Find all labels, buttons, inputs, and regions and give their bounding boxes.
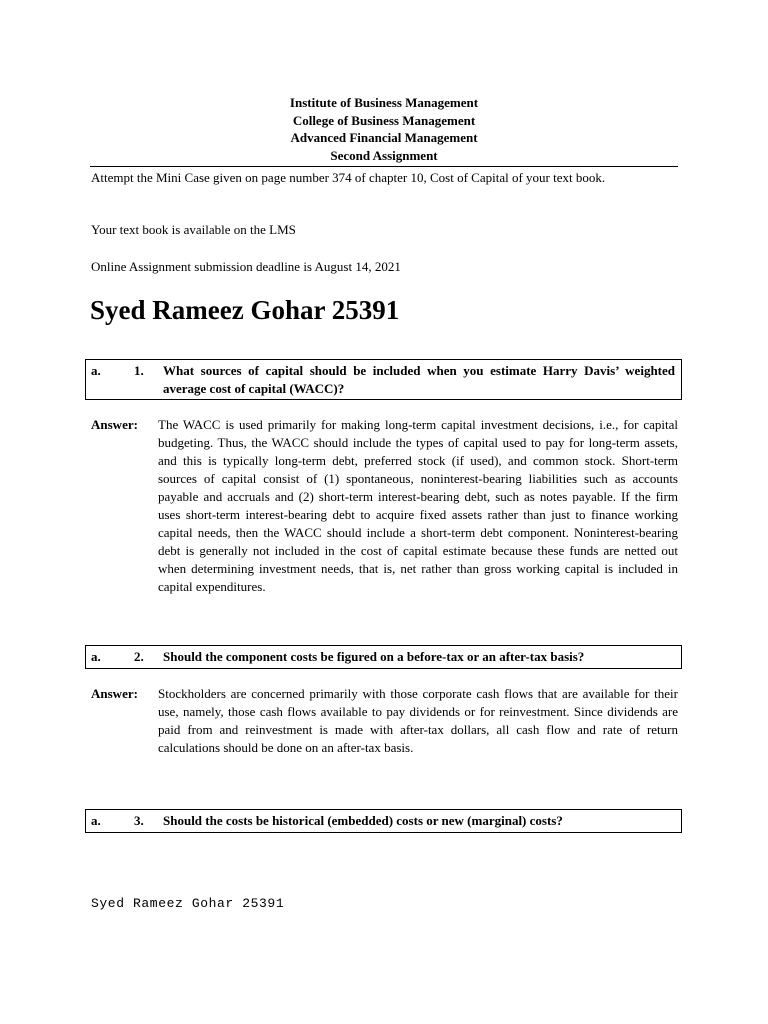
question-text: Should the costs be historical (embedded) costs or new (marginal) costs? (163, 813, 563, 828)
instruction-text: Attempt the Mini Case given on page number 374 of chapter 10, Cost of Capital of your text book. (91, 170, 606, 185)
question-box-1 (85, 359, 682, 400)
question-number: 1. (134, 363, 144, 378)
question-text: Should the component costs be figured on a before-tax or an after-tax basis? (163, 649, 585, 664)
assignment-title: Second Assignment (330, 147, 438, 163)
question-letter: a. (91, 363, 101, 378)
college-name: College of Business Management (292, 112, 476, 128)
question-text: What sources of capital should be included when you estimate Harry Davis’ weighted average cost of capital (WACC)? (163, 363, 675, 396)
answer-text-2: Stockholders are concerned primarily with those corporate cash flows that are available for their use, namely, those cash flows available to pay dividends or for reinvestment. Since dividends are paid from and reinvestment is made with after-tax dollars, all cash flow and rate of return calculations should be done on an after-tax basis. (158, 686, 678, 755)
question-box-2 (85, 645, 682, 669)
answer-label-1: Answer: (91, 417, 138, 432)
answer-text-1: The WACC is used primarily for making long-term capital investment decisions, i.e., for capital budgeting. Thus, the WACC should include the types of capital used to pay for long-term assets, and this is typically long-term debt, preferred stock (if used), and common stock. Short-term sources of capital consist of (1) spontaneous, noninterest-bearing liabilities such as accounts payable and accruals and (2) short-term interest-bearing debt, such as notes payable. If the firm uses short-term interest-bearing debt to acquire fixed assets rather than just to finance working capital needs, then the WACC should include a short-term debt component. Noninterest-bearing debt is generally not included in the cost of capital estimate because these funds are netted out when determining investment needs, that is, net rather than gross working capital is included in capital expenditures. (158, 417, 678, 594)
question-number: 3. (134, 813, 144, 828)
answer-label-2: Answer: (91, 686, 138, 701)
course-name: Advanced Financial Management (290, 130, 478, 145)
question-box-3 (85, 809, 682, 833)
document-header (90, 94, 678, 164)
lms-note: Your text book is available on the LMS (91, 222, 296, 237)
question-number: 2. (134, 649, 144, 664)
deadline-text: Online Assignment submission deadline is August 14, 2021 (91, 259, 401, 274)
question-letter: a. (91, 813, 101, 828)
student-name-heading: Syed Rameez Gohar 25391 (90, 295, 400, 325)
header-divider (90, 166, 678, 167)
question-letter: a. (91, 649, 101, 664)
institute-name: Institute of Business Management (289, 95, 479, 110)
page-footer: Syed Rameez Gohar 25391 (91, 896, 285, 911)
